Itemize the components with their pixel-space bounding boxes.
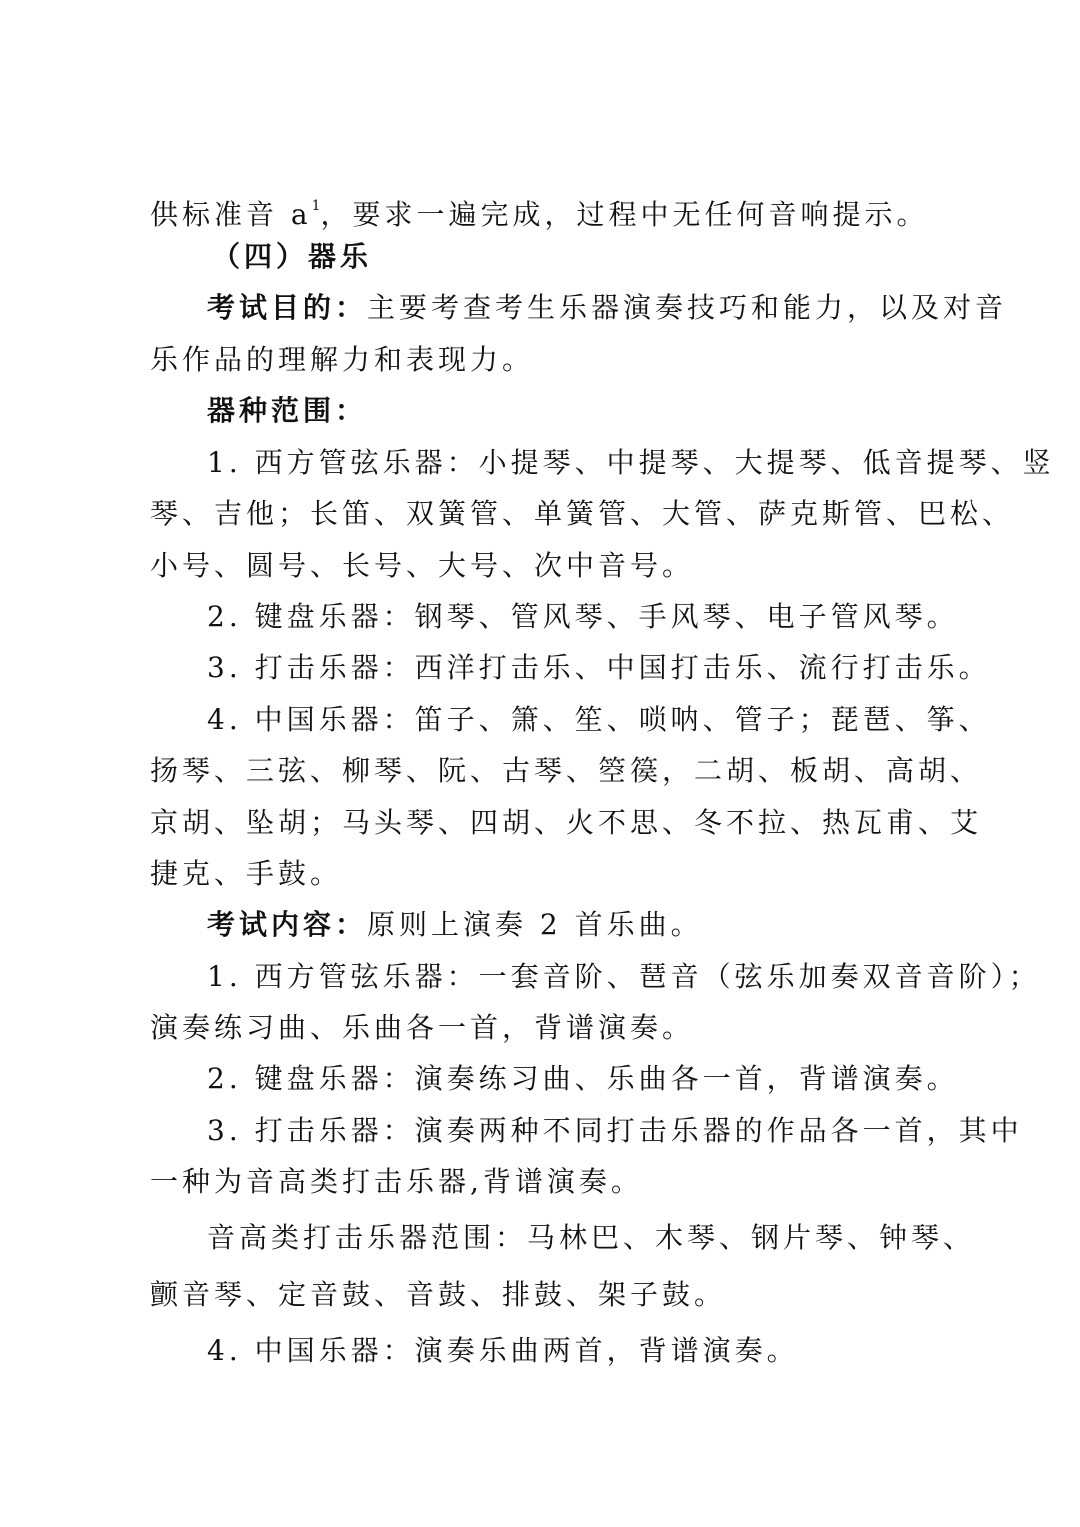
label-instrument-range: 器种范围： — [207, 394, 368, 427]
label-exam-content: 考试内容： — [207, 908, 368, 941]
section-heading-instrumental: （四）器乐 — [212, 240, 373, 273]
list-item-western-range-1: 1. 西方管弦乐器：小提琴、中提琴、大提琴、低音提琴、竖 — [207, 446, 1055, 479]
paragraph-pitched-percussion-1: 音高类打击乐器范围：马林巴、木琴、钢片琴、钟琴、 — [207, 1221, 976, 1254]
list-item-keyboard-content: 2. 键盘乐器：演奏练习曲、乐曲各一首，背谱演奏。 — [207, 1062, 959, 1095]
list-item-chinese-content: 4. 中国乐器：演奏乐曲两首，背谱演奏。 — [207, 1334, 799, 1367]
paragraph-exam-content — [207, 905, 703, 945]
list-item-chinese-range-3: 京胡、坠胡；马头琴、四胡、火不思、冬不拉、热瓦甫、艾 — [150, 806, 983, 839]
list-item-percussion-content-2: 一种为音高类打击乐器,背谱演奏。 — [150, 1165, 643, 1198]
paragraph-pitched-percussion-2: 颤音琴、定音鼓、音鼓、排鼓、架子鼓。 — [150, 1278, 727, 1311]
paragraph-line-4: 乐作品的理解力和表现力。 — [150, 343, 535, 376]
list-item-chinese-range-2: 扬琴、三弦、柳琴、阮、古琴、箜篌，二胡、板胡、高胡、 — [150, 754, 983, 787]
text-exam-purpose: 主要考查考生乐器演奏技巧和能力，以及对音 — [367, 291, 1008, 324]
list-item-percussion-range: 3. 打击乐器：西洋打击乐、中国打击乐、流行打击乐。 — [207, 651, 991, 684]
paragraph-exam-purpose — [207, 288, 1007, 328]
list-item-western-range-2: 琴、吉他；长笛、双簧管、单簧管、大管、萨克斯管、巴松、 — [150, 497, 1015, 530]
text-exam-content: 原则上演奏 2 首乐曲。 — [367, 908, 703, 941]
list-item-percussion-content-1: 3. 打击乐器：演奏两种不同打击乐器的作品各一首，其中 — [207, 1114, 1023, 1147]
text-requirement: ，要求一遍完成，过程中无任何音响提示。 — [320, 198, 929, 231]
list-item-western-content-1: 1. 西方管弦乐器：一套音阶、琶音（弦乐加奏双音音阶）； — [207, 960, 1041, 993]
label-exam-purpose: 考试目的： — [207, 291, 368, 324]
superscript-1: 1 — [311, 198, 321, 214]
list-item-chinese-range-4: 捷克、手鼓。 — [150, 857, 343, 890]
list-item-western-content-2: 演奏练习曲、乐曲各一首，背谱演奏。 — [150, 1011, 695, 1044]
list-item-keyboard-range: 2. 键盘乐器：钢琴、管风琴、手风琴、电子管风琴。 — [207, 600, 959, 633]
list-item-chinese-range-1: 4. 中国乐器：笛子、箫、笙、唢呐、管子；琵琶、筝、 — [207, 703, 991, 736]
text-standard-pitch: 供标准音 a — [150, 198, 312, 231]
paragraph-line-1 — [150, 186, 929, 235]
list-item-western-range-3: 小号、圆号、长号、大号、次中音号。 — [150, 549, 695, 582]
